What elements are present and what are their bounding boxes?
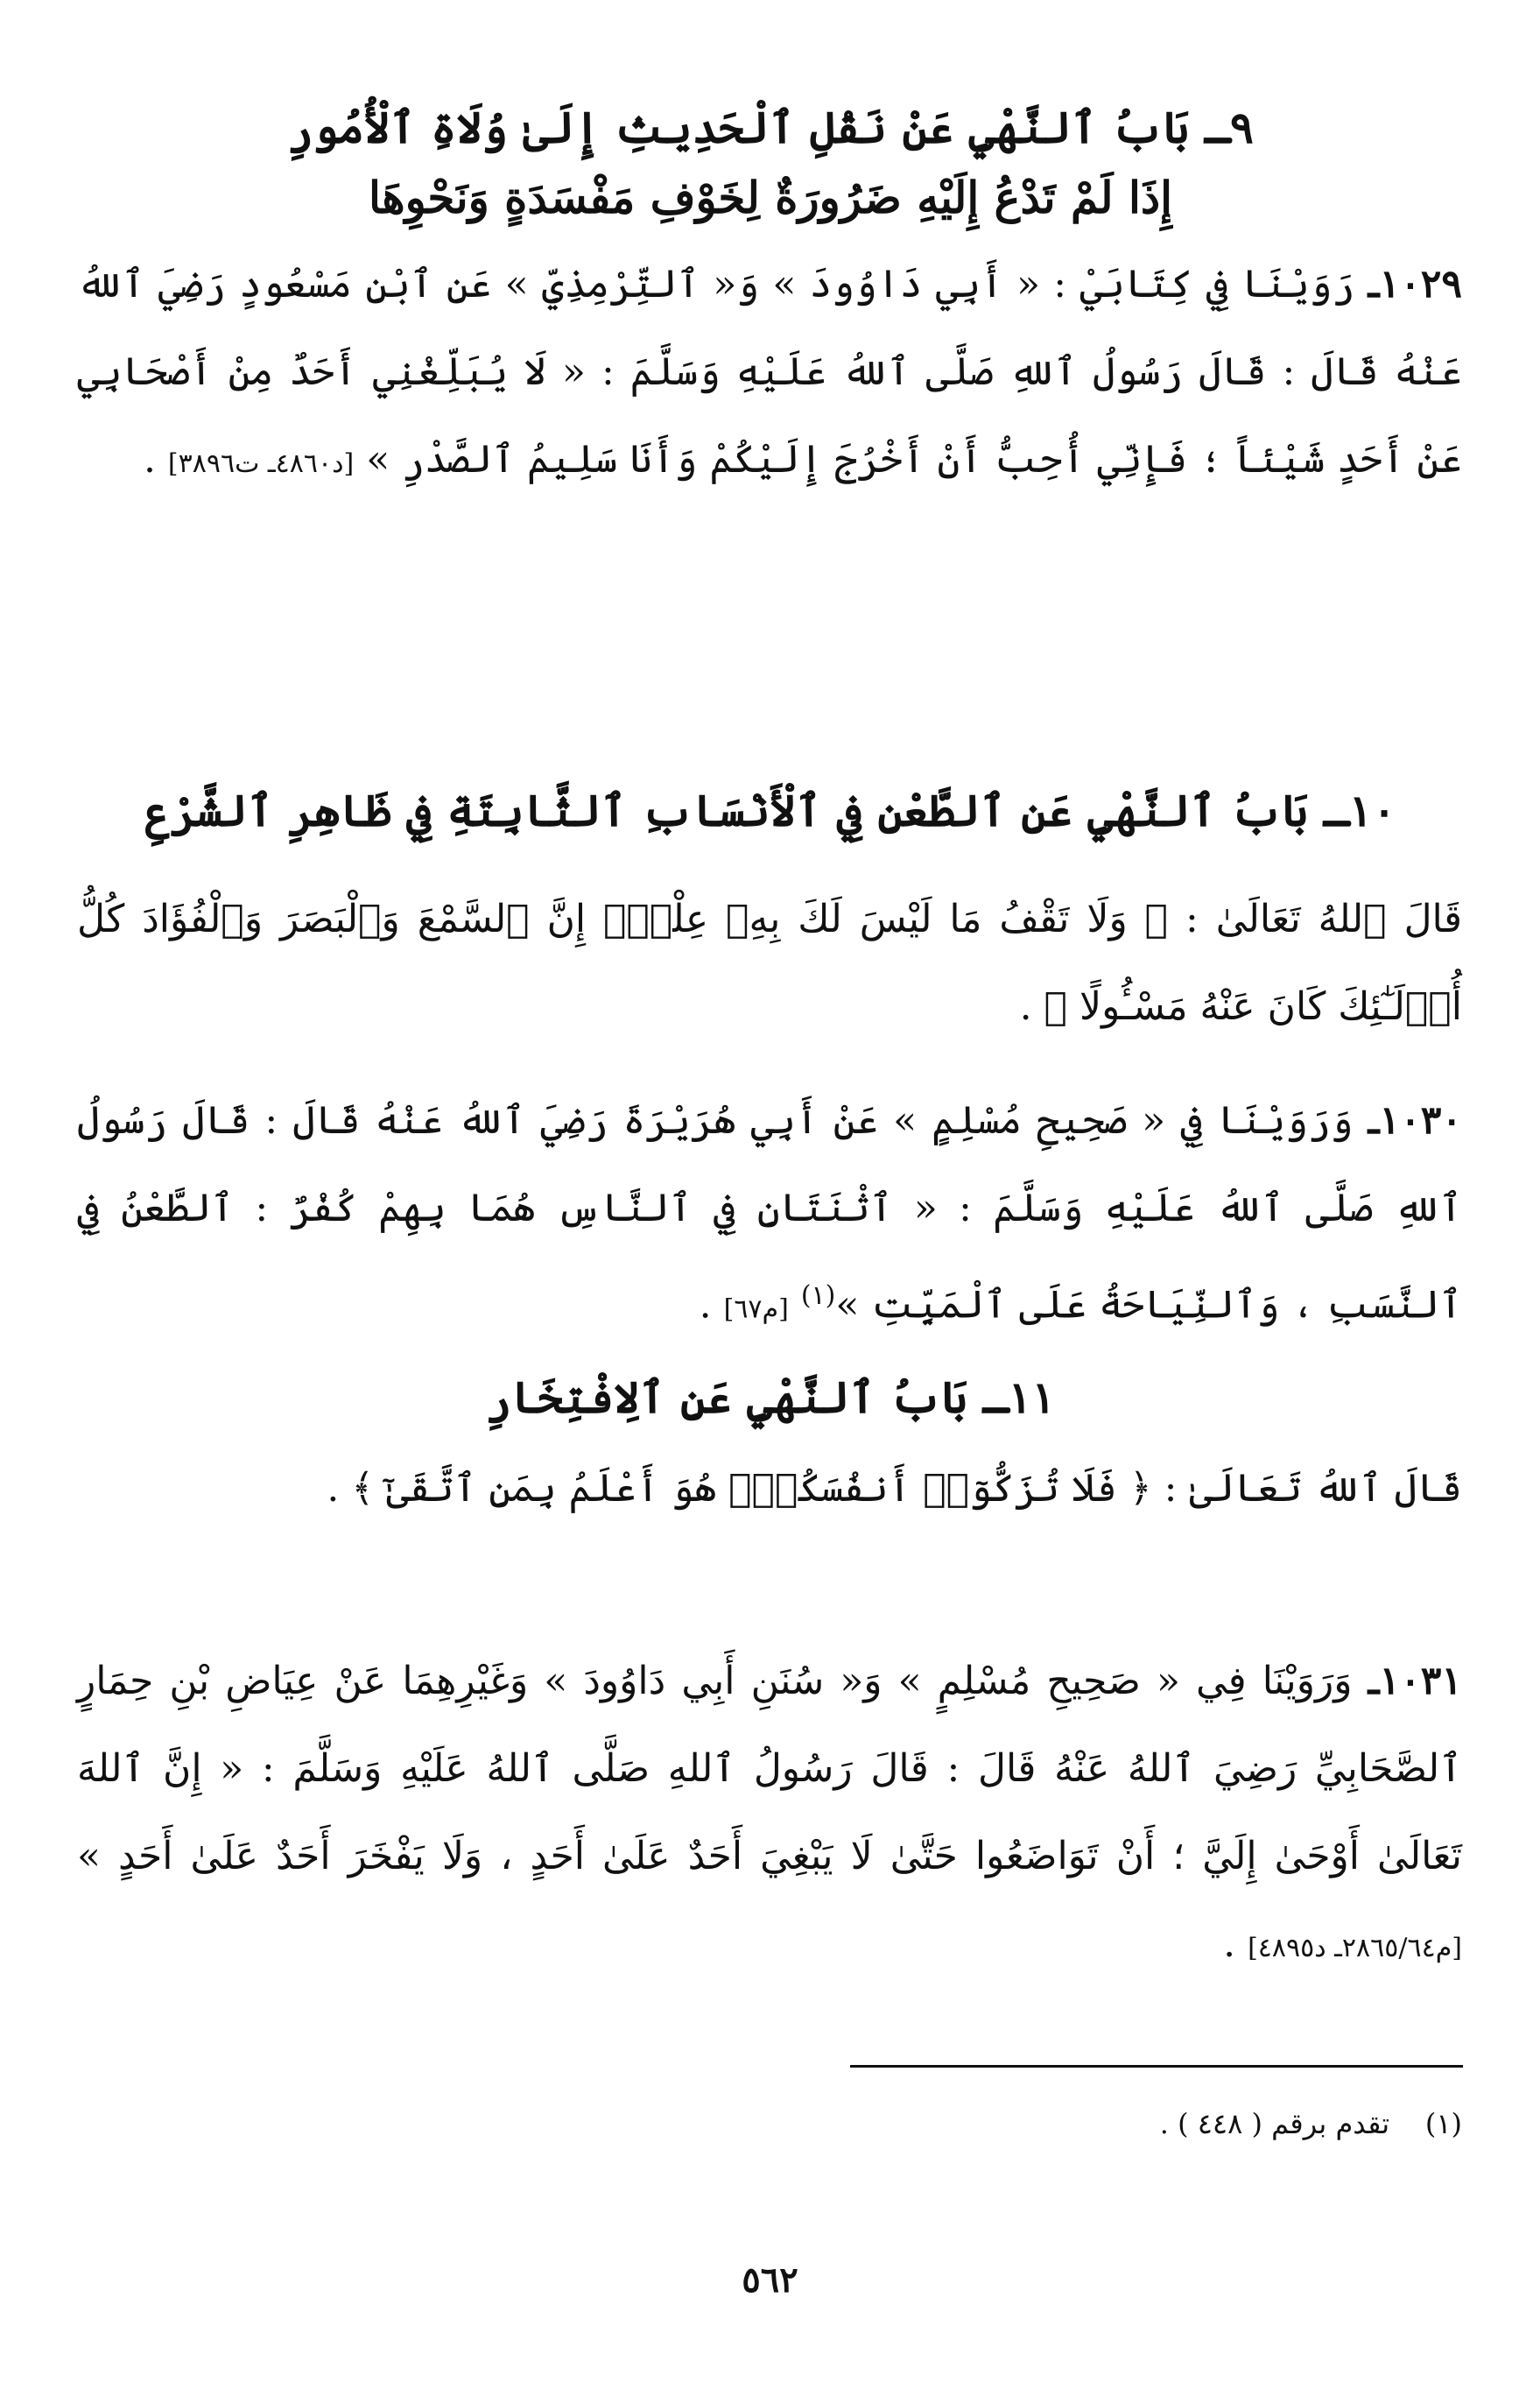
hadith-number: ١٠٣٠ـ xyxy=(1368,1098,1462,1143)
verse-end: . xyxy=(327,1466,352,1511)
footnote-separator xyxy=(850,2065,1463,2068)
hadith-text: رَوَيْنَا فِي كِتَابَيْ : « أَبِي دَاوُودَ » وَ« ٱلتِّرْمِذِيِّ » عَنِ ٱبْنِ مَسْعُودٍ رَضِيَ ٱللهُ عَنْهُ قَالَ : قَالَ رَسُولُ ٱللهِ صَلَّى ٱللهُ عَلَيْهِ وَسَلَّمَ : « لَا يُبَلِّغْنِي أَحَدٌ مِنْ أَصْحَابِي عَنْ أَحَدٍ شَيْئاً ؛ فَإِنِّي أُحِبُّ أَنْ أَخْرُجَ إِلَيْكُمْ وَأَنَا سَلِيمُ ٱلصَّدْرِ » xyxy=(77,262,1462,482)
hadith-1030 xyxy=(77,1077,1462,1354)
footnote-mark: (١) xyxy=(800,1280,836,1311)
footnote xyxy=(77,2097,1462,2150)
quran-verse-10 xyxy=(77,876,1462,1051)
hadith-1029 xyxy=(77,241,1462,508)
hadith-number: ١٠٢٩ـ xyxy=(1368,262,1462,307)
hadith-number: ١٠٣١ـ xyxy=(1368,1659,1462,1703)
verse-text: ﴿ فَلَا تُزَكُّوٓا۟ أَنفُسَكُمْۖ هُوَ أَعْلَمُ بِمَنِ ٱتَّقَىٰٓ ﴾ xyxy=(351,1466,1152,1511)
chapter-heading-9-line-1: ٩ـ بَابُ ٱلنَّهْيِ عَنْ نَقْلِ ٱلْحَدِيثِ إِلَىٰ وُلَاةِ ٱلْأُمُورِ xyxy=(287,102,1254,153)
hadith-text: وَرَوَيْنَا فِي « صَحِيحِ مُسْلِمٍ » وَ« سُنَنِ أَبِي دَاوُودَ » وَغَيْرِهِمَا عَنْ عِيَاضِ بْنِ حِمَارٍ ٱلصَّحَابِيِّ رَضِيَ ٱللهُ عَنْهُ قَالَ : قَالَ رَسُولُ ٱللهِ صَلَّى ٱللهُ عَلَيْهِ وَسَلَّمَ : « إِنَّ ٱللهَ تَعَالَىٰ أَوْحَىٰ إِلَيَّ ؛ أَنْ تَوَاضَعُوا حَتَّىٰ لَا يَبْغِيَ أَحَدٌ عَلَىٰ أَحَدٍ ، وَلَا يَفْخَرَ أَحَدٌ عَلَىٰ أَحَدٍ » xyxy=(77,1659,1462,1878)
page-number: ٥٦٢ xyxy=(742,2259,798,2301)
hadith-end: . xyxy=(143,437,168,482)
hadith-1031 xyxy=(77,1638,1462,1992)
verse-end: . xyxy=(1019,984,1044,1029)
chapter-heading-11: ١١ـ بَابُ ٱلنَّهْيِ عَنِ ٱلِافْتِخَارِ xyxy=(485,1371,1056,1423)
hadith-text: وَرَوَيْنَا فِي « صَحِيحِ مُسْلِمٍ » عَنْ أَبِي هُرَيْرَةَ رَضِيَ ٱللهُ عَنْهُ قَالَ : قَالَ رَسُولُ ٱللهِ صَلَّى ٱللهُ عَلَيْهِ وَسَلَّمَ : « ٱثْنَتَانِ فِي ٱلنَّاسِ هُمَا بِهِمْ كُفْرٌ : ٱلطَّعْنُ فِي ٱلنَّسَبِ ، وَٱلنِّيَاحَةُ عَلَى ٱلْمَيِّتِ » xyxy=(77,1098,1462,1328)
verse-intro: قَالَ ٱللهُ تَعَالَىٰ : xyxy=(1168,897,1462,941)
verse-text: ﴿ وَلَا تَقْفُ مَا لَيْسَ لَكَ بِهِۦ عِلْمٌۚ إِنَّ ٱلسَّمْعَ وَٱلْبَصَرَ وَٱلْفُؤَادَ كُلُّ أُو۟لَـٰٓئِكَ كَانَ عَنْهُ مَسْـُٔولًا ﴾ xyxy=(77,897,1462,1029)
hadith-reference: [م٦٧] xyxy=(723,1293,789,1325)
hadith-reference: [م٢٨٦٥/٦٤ـ د٤٨٩٥] xyxy=(1248,1933,1462,1963)
verse-intro: قَالَ ٱللهُ تَعَالَىٰ : xyxy=(1151,1466,1462,1511)
footnote-text: تقدم برقم ( ٤٤٨ ) . xyxy=(1159,2107,1390,2140)
hadith-reference: [د٤٨٦٠ـ ت٣٨٩٦] xyxy=(167,448,355,479)
hadith-end: . xyxy=(699,1282,724,1328)
quran-verse-11 xyxy=(77,1445,1462,1533)
chapter-heading-10: ١٠ـ بَابُ ٱلنَّهْيِ عَنِ ٱلطَّعْنِ فِي ٱلْأَنْسَابِ ٱلثَّابِتَةِ فِي ظَاهِرِ ٱلشَّرْعِ xyxy=(144,785,1396,836)
footnote-mark: (١) xyxy=(1424,2107,1462,2140)
chapter-heading-9-line-2: إِذَا لَمْ تَدْعُ إِلَيْهِ ضَرُورَةٌ لِخَوْفِ مَفْسَدَةٍ وَنَحْوِهَا xyxy=(368,172,1173,223)
hadith-end: . xyxy=(1223,1921,1248,1966)
